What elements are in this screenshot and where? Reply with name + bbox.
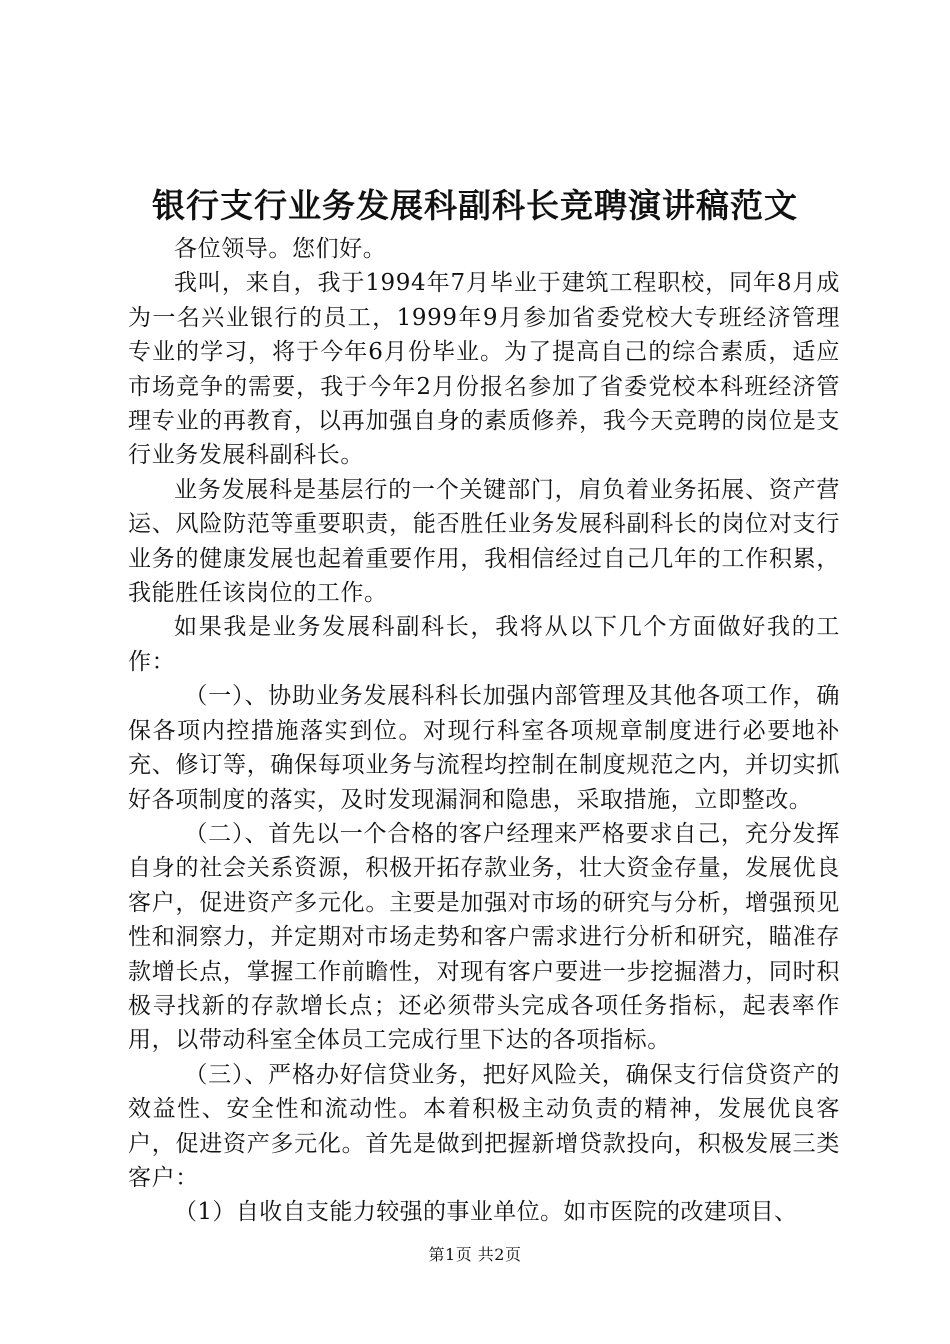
- paragraph-introduction: 我叫，来自，我于1994年7月毕业于建筑工程职校，同年8月成为一名兴业银行的员工，1999年9月参加省委党校大专班经济管理专业的学习，将于今年6月份毕业。为了提高自己的综合素质，适应市场竞争的需要，我于今年2月份报名参加了省委党校本科班经济管理专业的再教育，以再加强自身的素质修养，我今天竞聘的岗位是支行业务发展科副科长。: [128, 270, 840, 469]
- paragraph-greeting: 各位领导。您们好。: [174, 236, 387, 262]
- paragraph-plan-intro: 如果我是业务发展科副科长，我将从以下几个方面做好我的工作：: [128, 614, 840, 675]
- paragraph-point-three: （三）、严格办好信贷业务，把好风险关，确保支行信贷资产的效益性、安全性和流动性。本着积极主动负责的精神，发展优良客户，促进资产多元化。首先是做到把握新增贷款投向，积极发展三类客户：: [128, 1061, 840, 1191]
- document-title: 银行支行业务发展科副科长竞聘演讲稿范文: [152, 186, 798, 225]
- page-footer: 第1页 共2页: [428, 1245, 522, 1264]
- paragraph-point-one: （一）、协助业务发展科科长加强内部管理及其他各项工作，确保各项内控措施落实到位。对现行科室各项规章制度进行必要地补充、修订等，确保每项业务与流程均控制在制度规范之内，并切实抓好各项制度的落实，及时发现漏洞和隐患，采取措施，立即整改。: [128, 683, 840, 813]
- document-body: [128, 232, 840, 1230]
- paragraph-point-two: （二）、首先以一个合格的客户经理来严格要求自己，充分发挥自身的社会关系资源，积极开拓存款业务，壮大资金存量，发展优良客户，促进资产多元化。主要是加强对市场的研究与分析，增强预见性和洞察力，并定期对市场走势和客户需求进行分析和研究，瞄准存款增长点，掌握工作前瞻性，对现有客户要进一步挖掘潜力，同时积极寻找新的存款增长点；还必须带头完成各项任务指标，起表率作用，以带动科室全体员工完成行里下达的各项指标。: [128, 820, 840, 1054]
- paragraph-department: 业务发展科是基层行的一个关键部门，肩负着业务拓展、资产营运、风险防范等重要职责，能否胜任业务发展科副科长的岗位对支行业务的健康发展也起着重要作用，我相信经过自己几年的工作积累，我能胜任该岗位的工作。: [128, 476, 840, 607]
- paragraph-client-type-one: （1）自收自支能力较强的事业单位。如市医院的改建项目、: [174, 1199, 798, 1226]
